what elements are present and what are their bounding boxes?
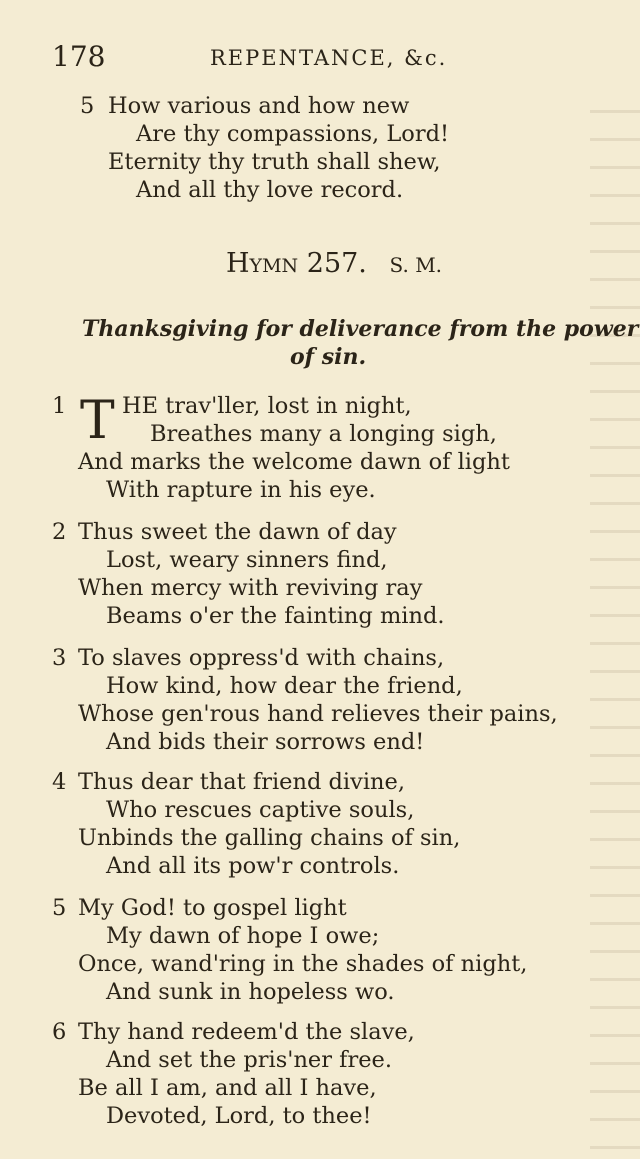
running-head <box>52 40 612 76</box>
verse-line: How kind, how dear the friend, <box>106 673 463 699</box>
verse-line: Who rescues captive souls, <box>106 797 415 823</box>
verse-line: Devoted, Lord, to thee! <box>106 1103 372 1129</box>
verse-line: How various and how new <box>108 93 410 119</box>
drop-cap: T <box>80 391 115 451</box>
stanza-number: 2 <box>52 519 67 545</box>
verse-line: My God! to gospel light <box>78 895 347 921</box>
verse-line: Thus dear that friend divine, <box>78 769 405 795</box>
verse-line: With rapture in his eye. <box>106 477 376 503</box>
stanza-number: 1 <box>52 393 67 419</box>
verse-line: Be all I am, and all I have, <box>78 1075 377 1101</box>
verse-line: And sunk in hopeless wo. <box>106 979 395 1005</box>
stanza-number: 5 <box>80 93 95 119</box>
hymn-subtitle-cont: of sin. <box>290 344 367 370</box>
verse-line: And all its pow'r controls. <box>106 853 400 879</box>
verse-line: Unbinds the galling chains of sin, <box>78 825 461 851</box>
section-title: REPENTANCE, &c. <box>210 46 448 70</box>
verse-line: Once, wand'ring in the shades of night, <box>78 951 528 977</box>
verse-line: Beams o'er the fainting mind. <box>106 603 445 629</box>
stanza-number: 5 <box>52 895 67 921</box>
verse-line: Thus sweet the dawn of day <box>78 519 397 545</box>
hymn-subtitle: Thanksgiving for deliverance from the power <box>82 316 639 342</box>
hymn-number: 257. <box>306 248 367 279</box>
verse-line: And bids their sorrows end! <box>106 729 425 755</box>
hymn-heading <box>226 248 442 279</box>
verse-line: Breathes many a longing sigh, <box>150 421 497 447</box>
stanza-number: 3 <box>52 645 67 671</box>
verse-line: My dawn of hope I owe; <box>106 923 380 949</box>
verse-line: HE trav'ller, lost in night, <box>122 393 412 419</box>
show-through-text <box>590 90 640 1150</box>
verse-line: Lost, weary sinners find, <box>106 547 388 573</box>
verse-line: Thy hand redeem'd the slave, <box>78 1019 415 1045</box>
verse-line: Eternity thy truth shall shew, <box>108 149 441 175</box>
verse-line: When mercy with reviving ray <box>78 575 423 601</box>
verse-line: Are thy compassions, Lord! <box>136 121 450 147</box>
page-number: 178 <box>52 40 106 73</box>
verse-line: Whose gen'rous hand relieves their pains, <box>78 701 558 727</box>
hymn-label: Hymn <box>226 248 299 279</box>
hymn-meter: S. M. <box>389 253 443 277</box>
verse-line: And marks the welcome dawn of light <box>78 449 510 475</box>
verse-line: To slaves oppress'd with chains, <box>78 645 445 671</box>
verse-line: And all thy love record. <box>136 177 404 203</box>
stanza-number: 4 <box>52 769 67 795</box>
verse-line: And set the pris'ner free. <box>106 1047 393 1073</box>
stanza-number: 6 <box>52 1019 67 1045</box>
